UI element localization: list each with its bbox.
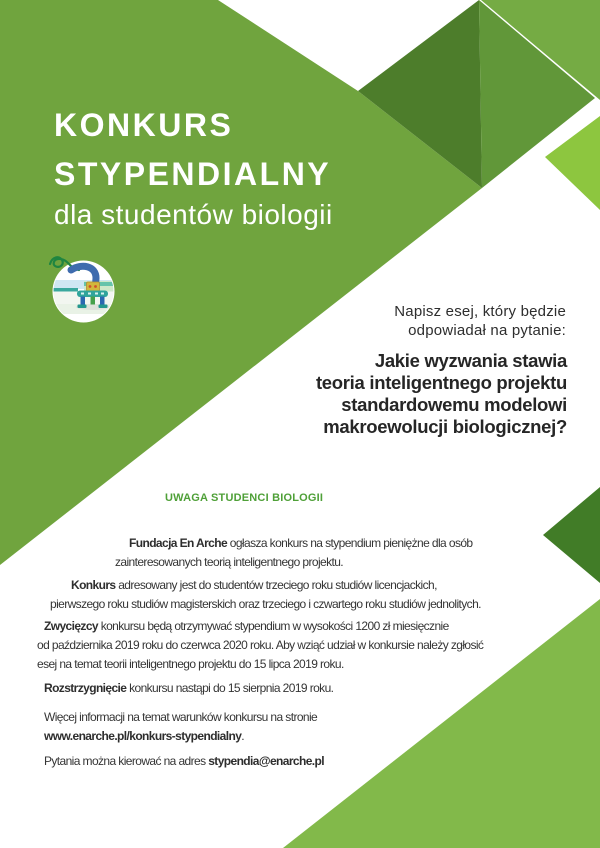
competition-url: www.enarche.pl/konkurs-stypendialny: [44, 729, 242, 743]
rozstrzygniecie-rest: konkursu nastąpi do 15 sierpnia 2019 roku.: [126, 681, 334, 695]
poster-title-line1: KONKURS: [54, 107, 234, 143]
essay-question-line2: teoria inteligentnego projektu: [315, 372, 567, 393]
essay-question-line1: Jakie wyzwania stawia: [374, 350, 567, 371]
paragraph-fundacja: [115, 534, 473, 572]
paragraph-wiecej: [44, 708, 317, 746]
paragraph-zwyciezcy: [37, 617, 483, 674]
paragraph-konkurs: [50, 576, 481, 614]
paragraph-rozstrzygniecie: [44, 679, 333, 698]
konkurs-bold: Konkurs: [71, 578, 116, 592]
essay-prompt-line2: odpowiadał na pytanie:: [408, 322, 566, 339]
pytania-text: Pytania można kierować na adres: [44, 754, 209, 768]
poster-title-line2: STYPENDIALNY: [54, 156, 332, 192]
zwyciezcy-line3: esej na temat teorii inteligentnego projektu do 15 lipca 2019 roku.: [37, 657, 344, 671]
essay-question-line3: standardowemu modelowi: [341, 394, 567, 415]
fundacja-rest: ogłasza konkurs na stypendium pieniężne dla osób: [227, 536, 473, 550]
essay-prompt: [394, 302, 566, 340]
essay-prompt-line1: Napisz esej, który będzie: [394, 303, 566, 320]
essay-question: [316, 350, 567, 438]
wiecej-line1: Więcej informacji na temat warunków konkursu na stronie: [44, 710, 318, 724]
konkurs-line2: pierwszego roku studiów magisterskich oraz trzeciego i czwartego roku studiów jednolitych.: [50, 597, 481, 611]
rozstrzygniecie-bold: Rozstrzygnięcie: [44, 681, 127, 695]
zwyciezcy-rest: konkursu będą otrzymywać stypendium w wysokości 1200 zł miesięcznie: [97, 619, 449, 633]
poster-subtitle: dla studentów biologii: [54, 199, 333, 230]
wiecej-period: .: [241, 729, 245, 743]
konkurs-rest: adresowany jest do studentów trzeciego roku studiów licencjackich,: [115, 578, 437, 592]
contact-email: stypendia@enarche.pl: [208, 754, 324, 768]
section-heading: UWAGA STUDENCI BIOLOGII: [165, 492, 324, 504]
small-dark-diamond: [543, 487, 600, 583]
fundacja-line2: zainteresowanych teorią inteligentnego projektu.: [115, 555, 344, 569]
essay-question-line4: makroewolucji biologicznej?: [323, 416, 567, 437]
en-arche-flagellum-logo-icon: [40, 248, 130, 338]
zwyciezcy-bold: Zwycięzcy: [44, 619, 98, 633]
zwyciezcy-line2: od października 2019 roku do czerwca 2020 roku. Aby wziąć udział w konkursie należy zgłosić: [37, 638, 484, 652]
fundacja-bold: Fundacja En Arche: [129, 536, 228, 550]
paragraph-pytania: [44, 752, 324, 771]
